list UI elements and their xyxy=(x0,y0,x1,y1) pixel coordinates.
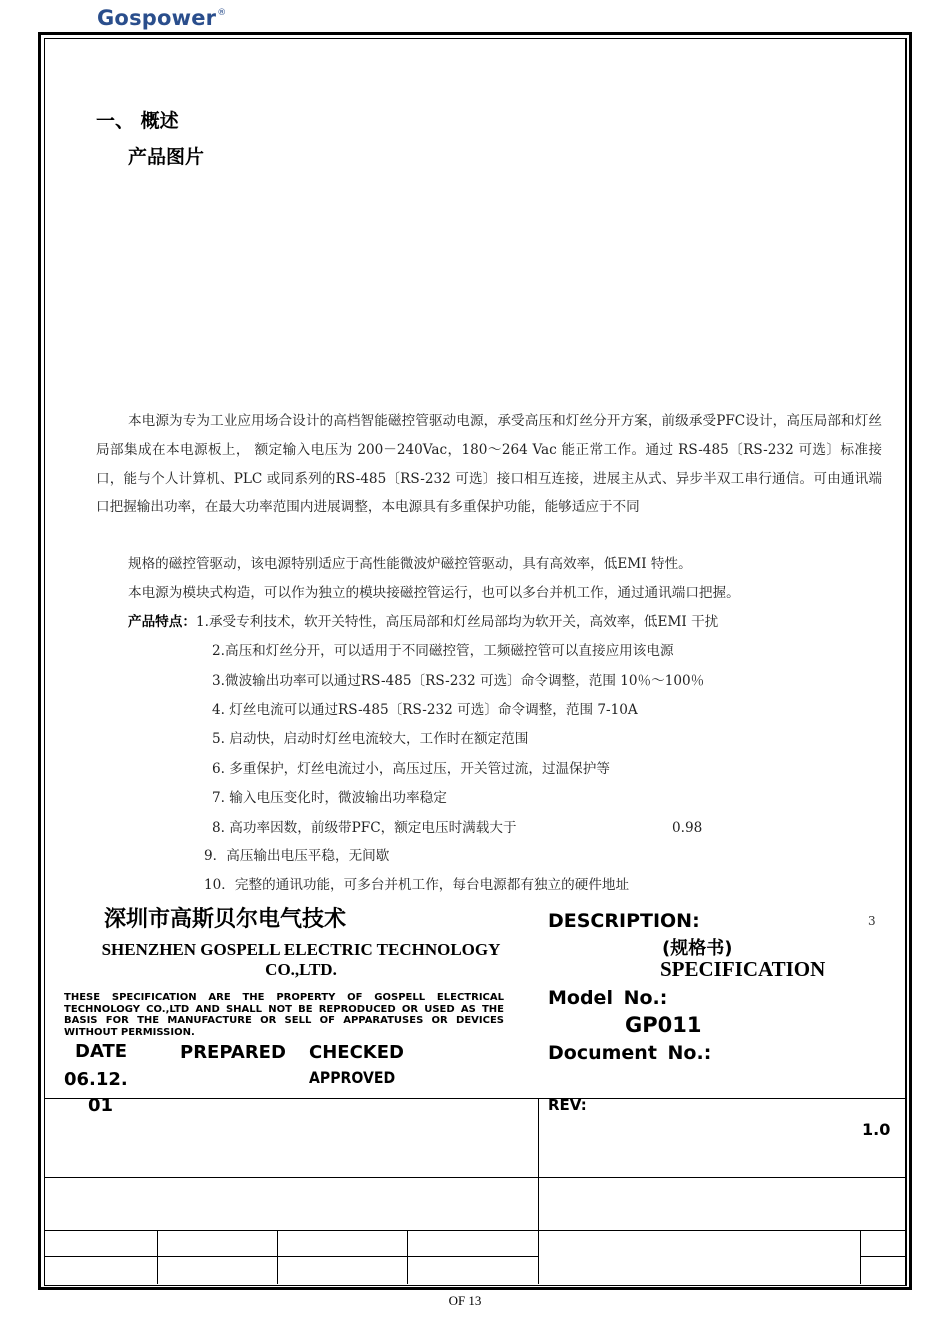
date-value-line-2: 01 xyxy=(88,1095,114,1116)
intro-line-2: 规格的磁控管驱动，该电源特别适应于高性能微波炉磁控管驱动，具有高效率，低EMI 特性。 xyxy=(128,556,692,572)
model-label: Model No.: xyxy=(548,987,668,1009)
checked-label: CHECKED xyxy=(309,1042,404,1063)
grid-line xyxy=(44,1098,906,1099)
date-value-line-1: 06.12. xyxy=(64,1069,128,1090)
grid-line xyxy=(44,1177,906,1178)
prepared-label: PREPARED xyxy=(180,1042,286,1063)
company-name-cn: 深圳市高斯贝尔电气技术 xyxy=(104,907,347,932)
property-notice: THESE SPECIFICATION ARE THE PROPERTY OF GOSPELL ELECTRICAL TECHNOLOGY CO.,LTD AND SHALL NOT BE REPRODUCED OR USED AS THE BASIS FOR THE MANUFACTURE OR SELL OF APPARATUSES OR DEVICES WITHOUT PERMISSION. xyxy=(64,992,504,1038)
feature-8: 8. 高功率因数，前级带PFC，额定电压时满载大于 xyxy=(212,820,517,836)
intro-paragraph: 本电源为专为工业应用场合设计的高档智能磁控管驱动电源，承受高压和灯丝分开方案，前级承受PFC设计，高压局部和灯丝局部集成在本电源板上， 额定输入电压为 200－240Vac，180～264 Vac 能正常工作。通过 RS-485〔RS-232 可选〕标准接口，能与个人计算机、PLC 或同系列的RS-485〔RS-232 可选〕接口相互连接，进展主从式、异步半双工串行通信。可由通讯端口把握输出功率，在最大功率范围内进展调整，本电源具有多重保护功能，能够适应于不同 xyxy=(96,413,882,516)
product-image-heading: 产品图片 xyxy=(128,146,205,168)
company-name-en: SHENZHEN GOSPELL ELECTRIC TECHNOLOGY CO.,LTD. xyxy=(101,940,501,979)
feature-9: 9．高压输出电压平稳，无间歇 xyxy=(204,848,390,864)
feature-6: 6. 多重保护，灯丝电流过小，高压过压，开关管过流，过温保护等 xyxy=(212,761,610,777)
grid-line xyxy=(407,1230,408,1284)
page-number: 3 xyxy=(868,914,876,928)
logo-text: Gospower xyxy=(97,6,217,30)
feature-7: 7. 输入电压变化时，微波输出功率稳定 xyxy=(212,790,447,806)
description-label: DESCRIPTION: xyxy=(548,910,700,932)
description-en: SPECIFICATION xyxy=(660,957,826,981)
feature-5: 5. 启动快，启动时灯丝电流较大，工作时在额定范围 xyxy=(212,731,529,747)
grid-line xyxy=(44,1230,906,1231)
rev-value: 1.0 xyxy=(862,1120,891,1139)
grid-line xyxy=(538,1098,539,1284)
date-label: DATE xyxy=(75,1041,128,1062)
grid-line xyxy=(277,1230,278,1284)
approved-label: APPROVED xyxy=(309,1068,396,1087)
section-heading: 一、 概述 xyxy=(96,110,179,132)
registered-mark: ® xyxy=(217,8,227,18)
grid-line xyxy=(860,1256,906,1257)
feature-8-value: 0.98 xyxy=(672,820,703,836)
description-cn: (规格书) xyxy=(662,938,733,959)
page-footer: OF 13 xyxy=(448,1293,482,1308)
feature-2: 2.高压和灯丝分开，可以适用于不同磁控管，工频磁控管可以直接应用该电源 xyxy=(212,643,674,659)
grid-line xyxy=(44,1256,538,1257)
feature-10: 10．完整的通讯功能，可多台并机工作，每台电源都有独立的硬件地址 xyxy=(204,877,630,893)
feature-3: 3.微波输出功率可以通过RS-485〔RS-232 可选〕命令调整，范围 10％～100％ xyxy=(212,673,705,689)
rev-label: REV: xyxy=(548,1096,587,1114)
intro-line-3: 本电源为模块式构造，可以作为独立的模块接磁控管运行，也可以多台并机工作，通过通讯端口把握。 xyxy=(128,585,740,601)
feature-4: 4. 灯丝电流可以通过RS-485〔RS-232 可选〕命令调整，范围 7-10A xyxy=(212,702,638,718)
grid-line xyxy=(860,1230,861,1284)
document-label: Document No.: xyxy=(548,1042,712,1064)
model-value: GP011 xyxy=(625,1013,702,1037)
feature-1-text: 1.承受专利技术，软开关特性，高压局部和灯丝局部均为软开关，高效率，低EMI 干扰 xyxy=(195,614,719,630)
grid-line xyxy=(157,1230,158,1284)
feature-1 xyxy=(128,608,718,637)
features-label: 产品特点： xyxy=(128,614,196,630)
gospower-logo xyxy=(97,6,226,30)
